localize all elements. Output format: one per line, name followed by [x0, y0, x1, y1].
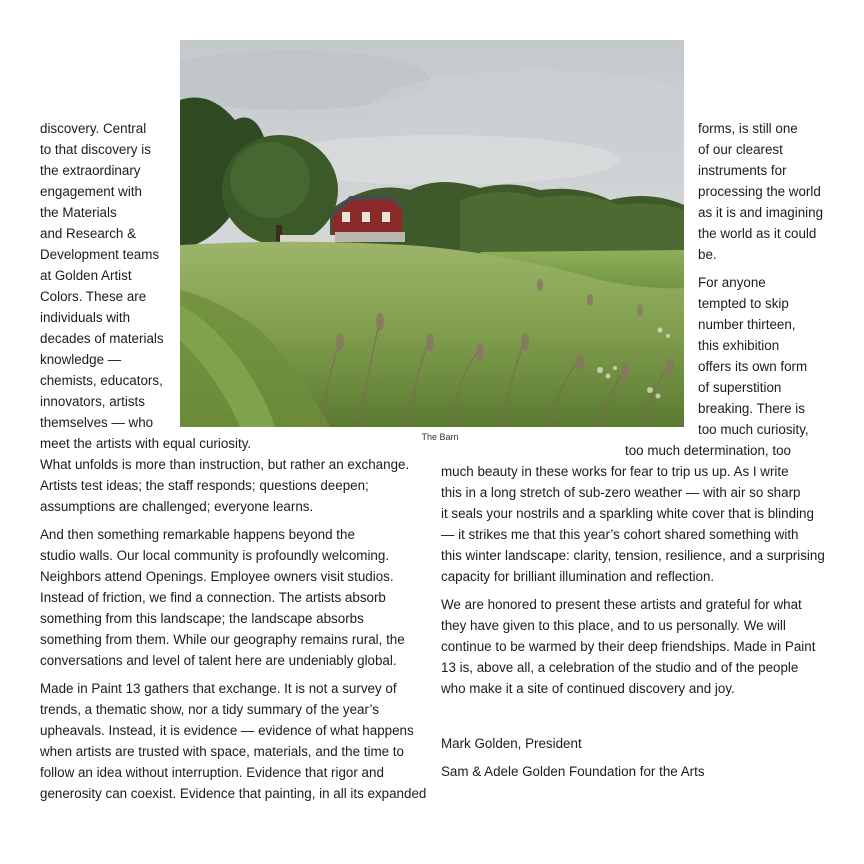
text-line: For anyone [698, 275, 766, 290]
text-line: Colors. These are [40, 289, 147, 304]
text-line: conversations and level of talent here are undeniably global. [40, 653, 397, 668]
text-line: number thirteen, [698, 317, 796, 332]
text-line: What unfolds is more than instruction, but rather an exchange. [40, 457, 410, 472]
text-line: follow an idea without interruption. Evidence that rigor and [40, 765, 384, 780]
text-line: they have given to this place, and to us personally. We will [441, 618, 786, 633]
text-line: something from them. While our geography remains rural, the [40, 632, 405, 647]
text-line: something from this landscape; the landscape absorbs [40, 611, 364, 626]
text-line: to that discovery is [40, 142, 151, 157]
text-line: breaking. There is [698, 401, 805, 416]
text-line: decades of materials [40, 331, 164, 346]
text-line: processing the world [698, 184, 821, 199]
text-line: when artists are trusted with space, materials, and the time to [40, 744, 404, 759]
text-line: knowledge — [40, 352, 122, 367]
text-line: at Golden Artist [40, 268, 132, 283]
text-line: upheavals. Instead, it is evidence — evidence of what happens [40, 723, 414, 738]
text-line: individuals with [40, 310, 131, 325]
photo-caption: The Barn [421, 432, 459, 442]
signature-name: Mark Golden, President [441, 736, 582, 751]
text-line: the Materials [40, 205, 117, 220]
text-line: this in a long stretch of sub-zero weather — with air so sharp [441, 485, 801, 500]
text-line: trends, a thematic show, nor a tidy summary of the year’s [40, 702, 379, 717]
text-line: this winter landscape: clarity, tension, resilience, and a surprising [441, 548, 825, 563]
text-line: discovery. Central [40, 121, 147, 136]
text-line: capacity for brilliant illumination and reflection. [441, 569, 715, 584]
text-line: Made in Paint 13 gathers that exchange. It is not a survey of [40, 681, 397, 696]
text-line: Development teams [40, 247, 160, 262]
text-line: tempted to skip [698, 296, 789, 311]
text-line: be. [698, 247, 717, 262]
text-line: innovators, artists [40, 394, 145, 409]
text-line: who make it a site of continued discovery and joy. [441, 681, 735, 696]
text-line: too much determination, too [625, 443, 791, 458]
text-line: this exhibition [698, 338, 780, 353]
text-line: chemists, educators, [40, 373, 163, 388]
text-line: meet the artists with equal curiosity. [40, 436, 252, 451]
text-line: Artists test ideas; the staff responds; questions deepen; [40, 478, 369, 493]
text-line: engagement with [40, 184, 142, 199]
text-line: themselves — who [40, 415, 154, 430]
text-line: forms, is still one [698, 121, 798, 136]
text-line: too much curiosity, [698, 422, 809, 437]
text-line: assumptions are challenged; everyone learns. [40, 499, 314, 514]
text-line: Instead of friction, we find a connection. The artists absorb [40, 590, 386, 605]
text-line: it seals your nostrils and a sparkling white cover that is blinding [441, 506, 814, 521]
text-line: instruments for [698, 163, 787, 178]
text-line: continue to be warmed by their deep friendships. Made in Paint [441, 639, 816, 654]
text-line: of superstition [698, 380, 782, 395]
text-line: generosity can coexist. Evidence that painting, in all its expanded [40, 786, 427, 801]
text-line: and Research & [40, 226, 137, 241]
text-line: offers its own form [698, 359, 808, 374]
text-line: — it strikes me that this year’s cohort shared something with [441, 527, 799, 542]
text-line: the world as it could [698, 226, 817, 241]
text-line: 13 is, above all, a celebration of the studio and of the people [441, 660, 799, 675]
text-line: of our clearest [698, 142, 783, 157]
text-line: And then something remarkable happens beyond the [40, 527, 355, 542]
text-line: Neighbors attend Openings. Employee owners visit studios. [40, 569, 394, 584]
text-line: as it is and imagining [698, 205, 824, 220]
text-line: much beauty in these works for fear to trip us up. As I write [441, 464, 789, 479]
signature-organization: Sam & Adele Golden Foundation for the Arts [441, 764, 705, 779]
text-line: studio walls. Our local community is profoundly welcoming. [40, 548, 390, 563]
text-line: We are honored to present these artists and grateful for what [441, 597, 802, 612]
text-line: the extraordinary [40, 163, 141, 178]
barn-photo [180, 40, 684, 427]
